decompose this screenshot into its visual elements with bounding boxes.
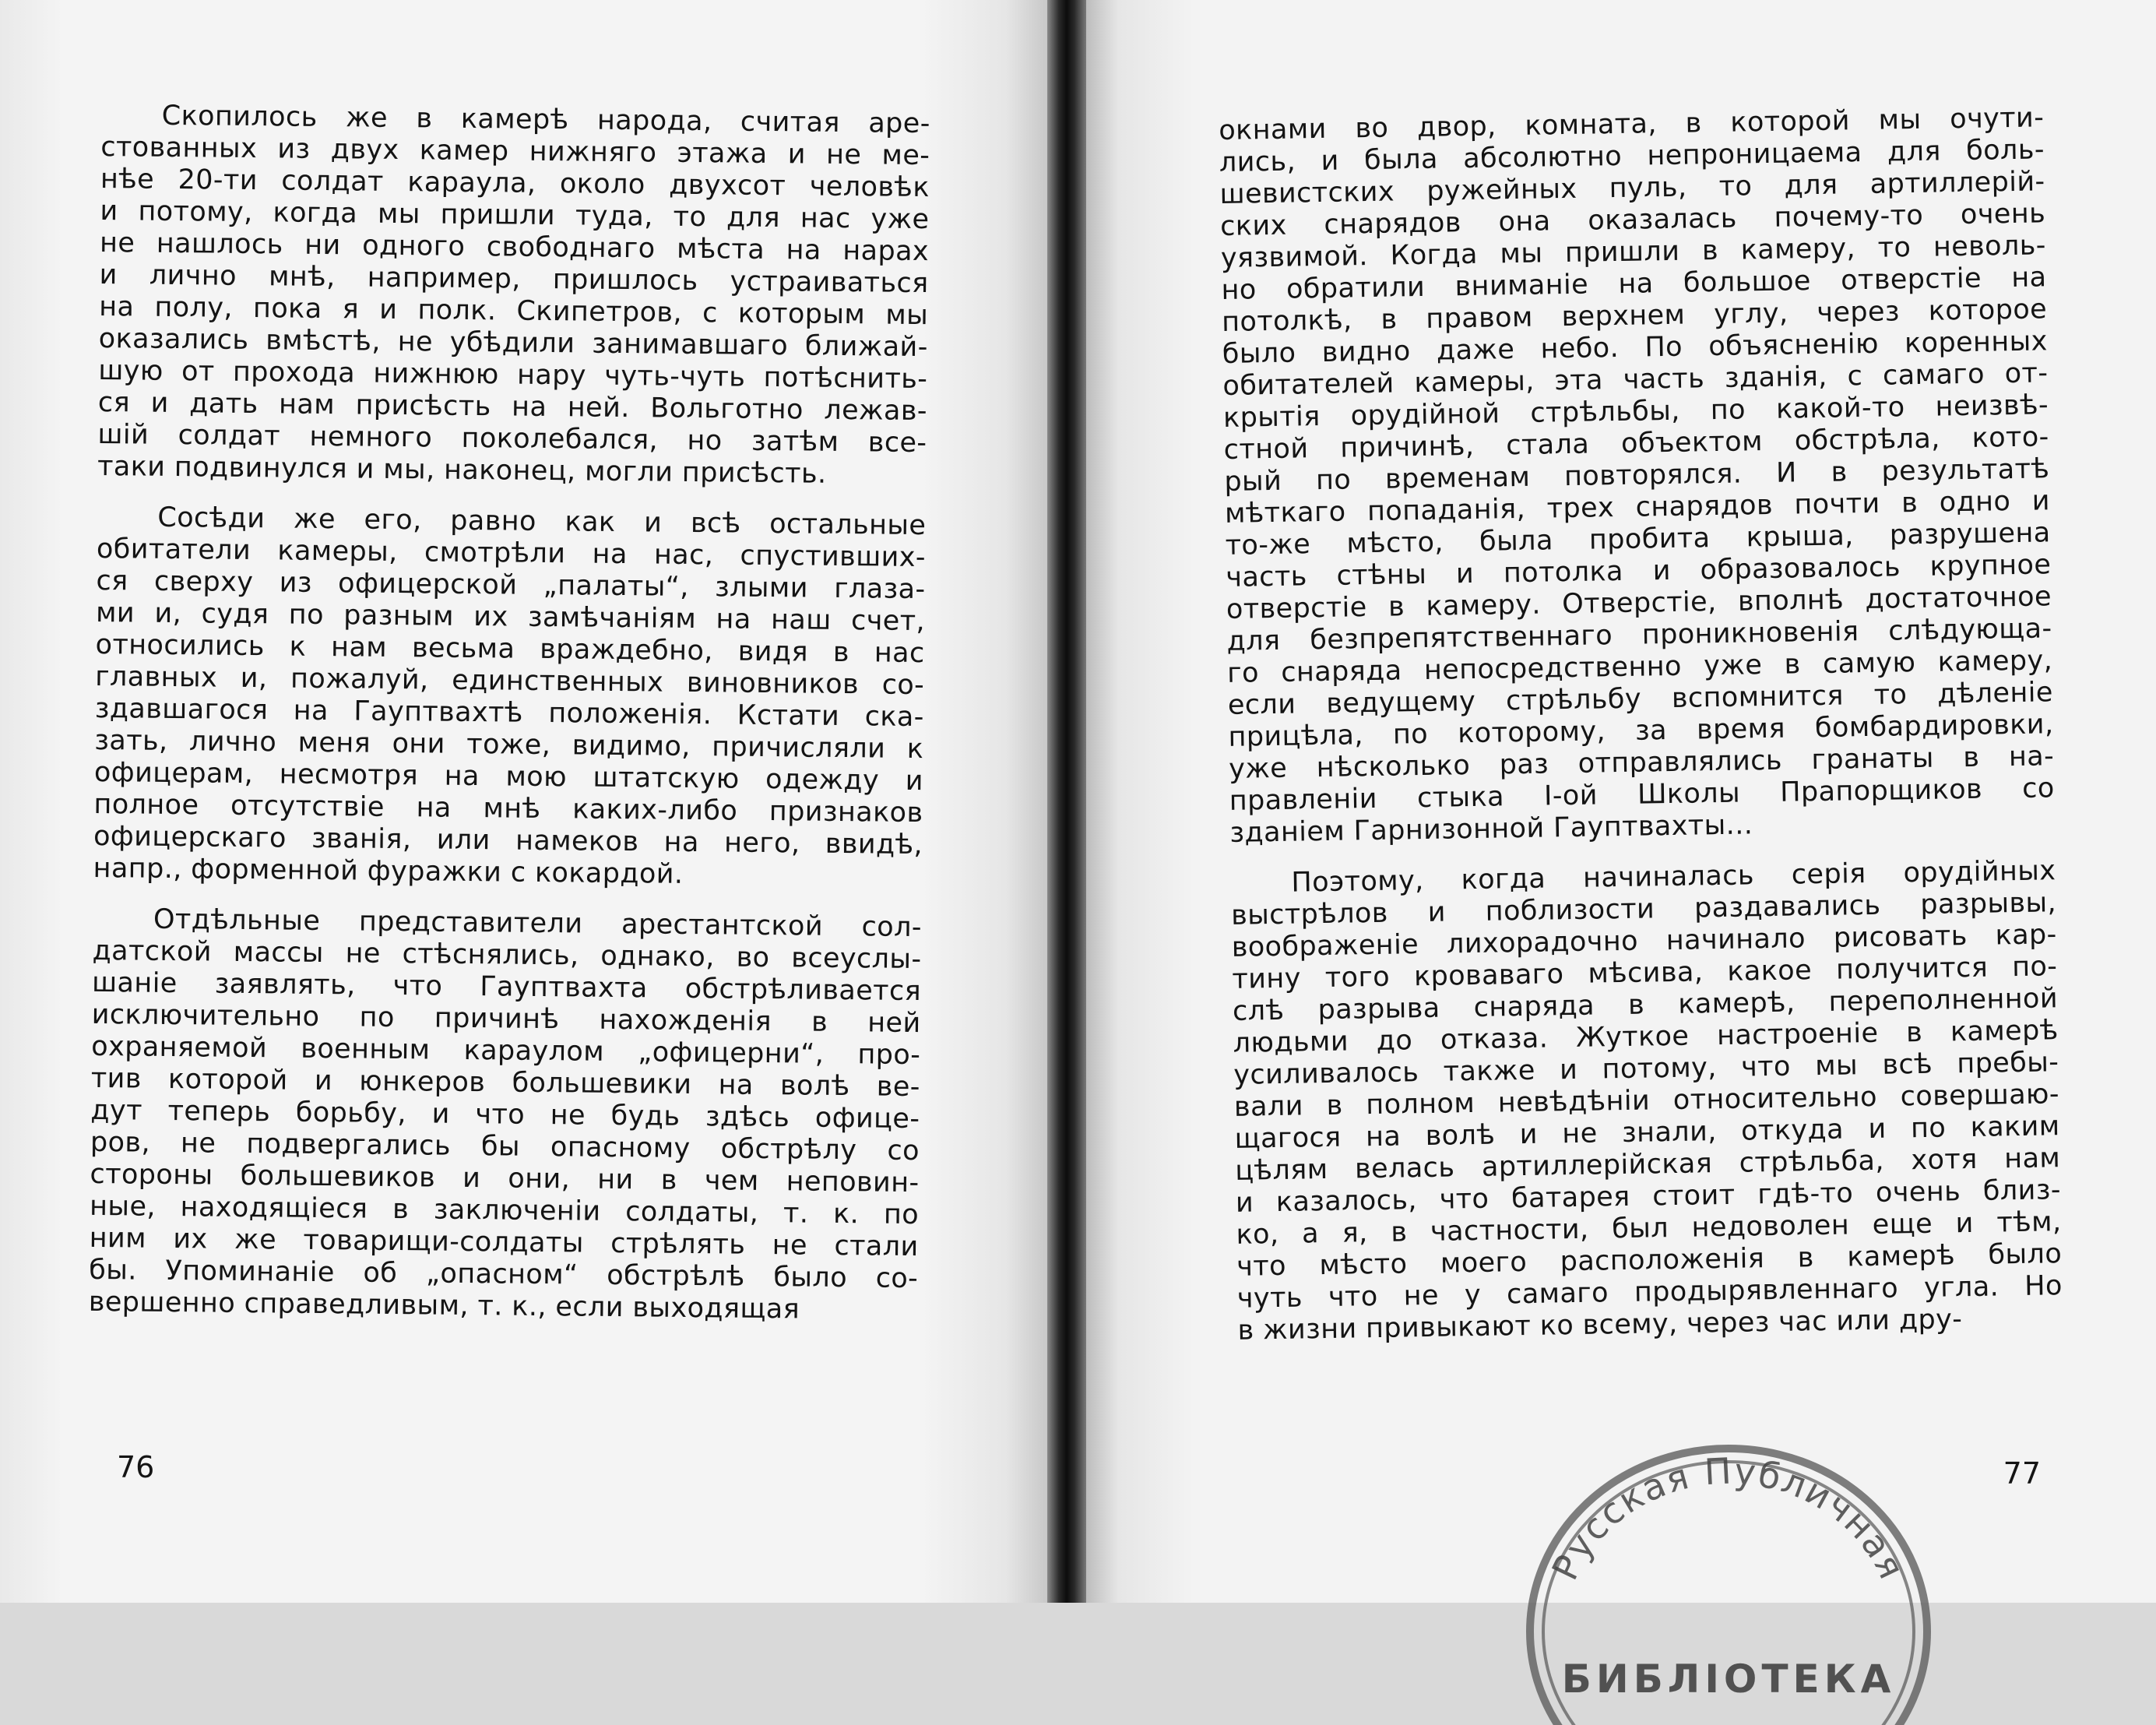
text-line: ров, не подвергались бы опасному обстрѣлу со (90, 1126, 920, 1167)
text-line: чуть что не у самаго продырявленнаго угла. Но (1236, 1270, 2063, 1315)
text-line: Поэтому, когда начиналась серія орудійных (1291, 855, 2056, 899)
text-line: для безпрепятственнаго проникновенія слѣдующа- (1226, 613, 2052, 657)
book-gutter (1047, 0, 1086, 1603)
text-line: Скопилось же в камерѣ народа, считая аре- (161, 100, 930, 140)
stamp-library-text: БИБЛІОТЕКА (1561, 1656, 1896, 1702)
text-line: Сосѣди же его, равно как и всѣ остальные (157, 502, 927, 542)
text-line: ся и дать нам присѣсть на ней. Вольготно лежав- (97, 386, 928, 428)
text-line: ним их же товарищи-солдаты стрѣлять не стали (89, 1222, 919, 1263)
text-line: шаніе заявлять, что Гауптвахта обстрѣливается (91, 966, 922, 1008)
text-line: было видно даже небо. По объясненію коренных (1222, 326, 2049, 370)
paragraph (89, 903, 923, 1327)
text-line: охраняемой военным караулом „офицерни“, про- (91, 1030, 921, 1072)
text-line: офицерам, несмотря на мою штатскую одежду и (93, 756, 924, 797)
left-page-number: 76 (117, 1450, 155, 1484)
text-line: если ведущему стрѣльбу вспомнится то дѣленіе (1227, 677, 2054, 721)
text-line: шій солдат немного поколебался, но затѣм все- (97, 418, 927, 459)
text-line: стороны большевиков и они, ни в чем неповин- (90, 1158, 920, 1199)
right-page (1086, 0, 2156, 1702)
library-stamp (1511, 1398, 1947, 1725)
text-line: на полу, пока я и полк. Скипетров, с которым мы (99, 290, 929, 332)
svg-text:Русская Публичная (1543, 1449, 1913, 1586)
text-line: усиливалось также и потому, что мы всѣ пребы- (1233, 1047, 2059, 1091)
text-line: прицѣла, по которому, за время бомбардировки, (1228, 709, 2054, 753)
text-line: ских снарядов она оказалась почему-то очень (1219, 198, 2046, 242)
stamp-arc-text: Русская Публичная (1543, 1449, 1914, 1587)
text-line: главных и, пожалуй, единственных виновников со- (95, 660, 925, 702)
paragraph (93, 502, 926, 893)
text-line: крытія орудійной стрѣльбы, по какой-то неизвѣ- (1222, 389, 2049, 434)
text-line: го снаряда непосредственно уже в самую камеру, (1226, 645, 2053, 689)
text-line: вершенно справедливым, т. к., если выходящая (88, 1286, 800, 1325)
text-line: стованных из двух камер нижняго этажа и не ме- (100, 131, 930, 172)
text-line: относились к нам весьма враждебно, видя в нас (95, 628, 925, 670)
paragraph (1230, 855, 2063, 1347)
text-line: оказались вмѣстѣ, не убѣдили занимавшаго ближай- (98, 322, 928, 364)
text-line: что мѣсто моего расположенія в камерѣ было (1236, 1238, 2063, 1283)
text-line: мѣткаго попаданія, трех снарядов почти в одно и (1224, 485, 2051, 530)
text-line: отверстіе в камеру. Отверстіе, вполнѣ достаточное (1226, 581, 2052, 625)
text-line: щагося на волѣ и не знали, откуда и по каким (1234, 1111, 2060, 1155)
paragraph (1219, 102, 2056, 850)
text-line: не нашлось ни одного свободнаго мѣста на нарах (99, 227, 930, 268)
text-line: датской массы не стѣснялись, однако, во всеуслы- (92, 935, 922, 976)
text-line: вали в полном невѣдѣніи относительно совершаю- (1233, 1079, 2060, 1123)
text-line: и казалось, что батарея стоит гдѣ-то очень близ- (1235, 1174, 2062, 1219)
right-page-number: 77 (2003, 1456, 2041, 1491)
text-line: ся сверху из офицерской „палаты“, злыми глаза- (96, 565, 926, 606)
text-line: потолкѣ, в правом верхнем углу, через которое (1221, 294, 2048, 338)
text-line: ми и, судя по разным их замѣчаніям на наш счет, (95, 597, 926, 638)
text-line: зданіем Гарнизонной Гауптвахты... (1229, 809, 1753, 849)
text-line: в жизни привыкают ко всему, через час или дру- (1237, 1304, 1963, 1347)
text-line: окнами во двор, комната, в которой мы очути- (1219, 102, 2045, 146)
text-line: напр., форменной фуражки с кокардой. (93, 852, 684, 890)
text-line: слѣ разрыва снаряда в камерѣ, переполненной (1232, 983, 2059, 1027)
left-page-text (88, 100, 930, 1346)
text-line: людьми до отказа. Жуткое настроеніе в камерѣ (1233, 1015, 2059, 1059)
text-line: обитателей камеры, эта часть зданія, с самаго от- (1222, 357, 2049, 402)
right-page-text (1219, 102, 2063, 1365)
text-line: офицерскаго званія, или намеков на него, ввидѣ, (93, 820, 923, 861)
text-line: правленіи стыка І-ой Школы Прапорщиков со (1229, 773, 2056, 817)
text-line: цѣлям велась артиллерійская стрѣльба, хотя нам (1234, 1142, 2061, 1187)
text-line: шевистских ружейных пуль, то для артиллерій- (1219, 166, 2045, 210)
text-line: нѣе 20-ти солдат караула, около двухсот человѣк (100, 163, 930, 204)
text-line: но обратили вниманіе на большое отверстіе на (1221, 262, 2047, 306)
text-line: и потому, когда мы пришли туда, то для нас уже (100, 195, 930, 236)
text-line: воображеніе лихорадочно начинало рисовать кар- (1231, 919, 2057, 963)
text-line: часть стѣны и потолка и образовалось крупное (1226, 549, 2052, 593)
text-line: уязвимой. Когда мы пришли в камеру, то неволь- (1220, 230, 2047, 274)
left-page (0, 0, 1047, 1603)
text-line: шую от прохода нижнюю нару чуть-чуть потѣснить- (98, 354, 928, 396)
text-line: зать, лично меня они тоже, видимо, причисляли к (94, 724, 924, 766)
text-line: лись, и была абсолютно непроницаема для боль- (1219, 134, 2045, 178)
text-line: выстрѣлов и поблизости раздавались разрывы, (1230, 887, 2057, 931)
text-line: тив которой и юнкеров большевики на волѣ ве- (90, 1062, 920, 1104)
text-line: исключительно по причинѣ нахожденія в ней (91, 998, 921, 1040)
text-line: уже нѣсколько раз отправлялись гранаты в на- (1228, 741, 2055, 785)
text-line: дут теперь борьбу, и что не будь здѣсь офице- (90, 1094, 920, 1135)
text-line: полное отсутствіе на мнѣ каких-либо признаков (93, 788, 923, 829)
text-line: то-же мѣсто, была пробита крыша, разрушена (1225, 517, 2051, 562)
text-line: обитатели камеры, смотрѣли на нас, спустивших- (96, 533, 927, 574)
text-line: стной причинѣ, стала объектом обстрѣла, кото- (1223, 421, 2049, 466)
text-line: рый по временам повторялся. И в результатѣ (1224, 453, 2050, 498)
text-line: таки подвинулся и мы, наконец, могли присѣсть. (97, 450, 827, 490)
paragraph (97, 100, 930, 491)
text-line: ные, находящіеся в заключеніи солдаты, т. к. по (89, 1190, 920, 1231)
text-line: тину того кроваваго мѣсива, какое получится по- (1232, 951, 2058, 995)
text-line: Отдѣльные представители арестантской сол- (153, 903, 923, 944)
text-line: и лично мнѣ, например, пришлось устраиваться (99, 259, 929, 300)
text-line: здавшагося на Гауптвахтѣ положенія. Кстати ска- (94, 692, 924, 734)
text-line: бы. Упоминаніе об „опасном“ обстрѣлѣ было со- (89, 1254, 919, 1295)
text-line: ко, а я, в частности, был недоволен еще и тѣм, (1236, 1206, 2062, 1251)
